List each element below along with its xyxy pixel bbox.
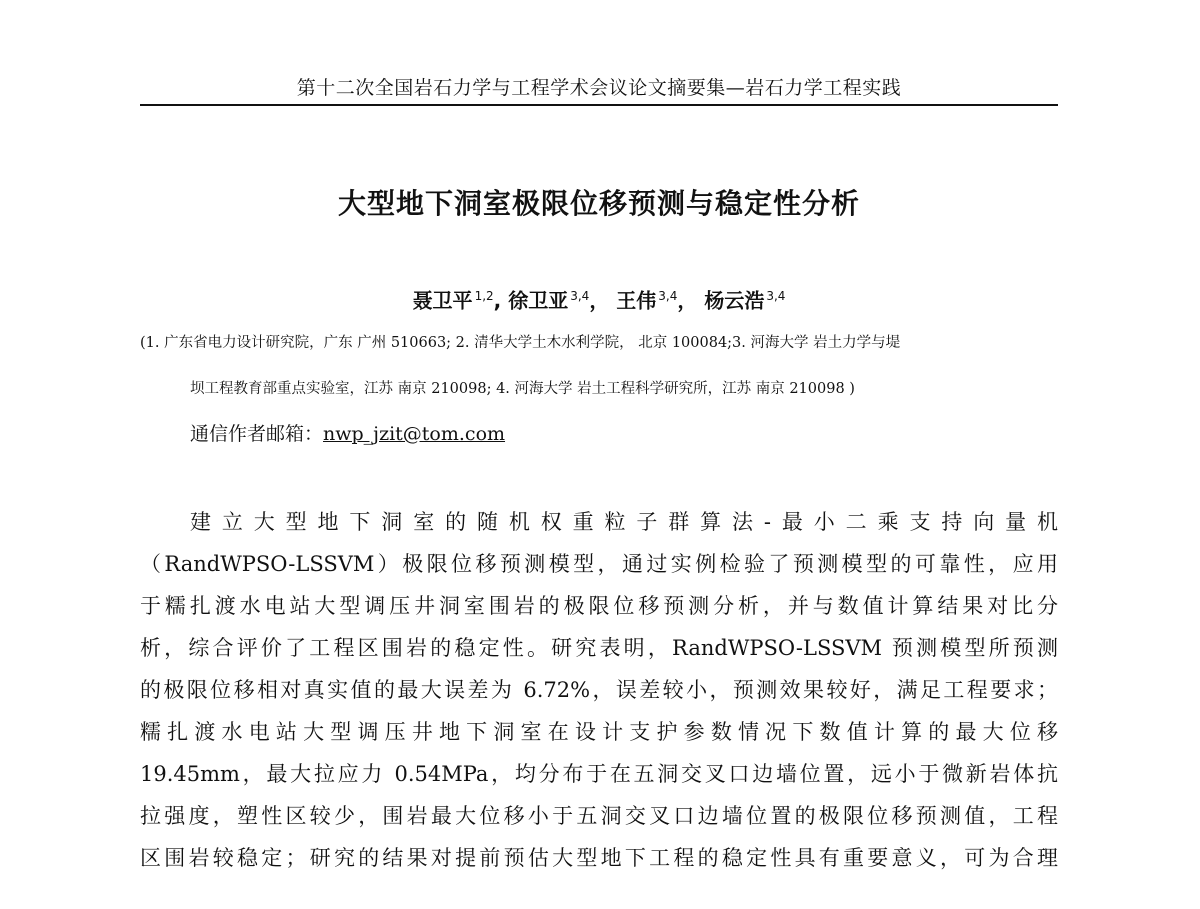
abstract-line: 区围岩较稳定；研究的结果对提前预估大型地下工程的稳定性具有重要意义，可为合理 <box>140 846 1058 870</box>
author-name: 杨云浩 <box>704 288 765 313</box>
email-link[interactable]: nwp_jzit@tom.com <box>323 423 506 445</box>
author-name: 徐卫亚 <box>508 288 569 313</box>
author-name: 王伟 <box>616 288 657 313</box>
author-affiliation-mark: 3,4 <box>570 289 590 303</box>
author-list <box>140 282 1058 315</box>
affiliation-line: 坝工程教育部重点实验室，江苏 南京 210098; 4. 河海大学 岩土工程科学研究所，江苏 南京 210098 ) <box>190 381 855 397</box>
abstract-line: 于糯扎渡水电站大型调压井洞室围岩的极限位移预测分析，并与数值计算结果对比分 <box>140 594 1058 618</box>
running-header: 第十二次全国岩石力学与工程学术会议论文摘要集—岩石力学工程实践 <box>296 77 902 99</box>
abstract-line: 的极限位移相对真实值的最大误差为 6.72%，误差较小，预测效果较好，满足工程要求； <box>140 678 1058 702</box>
abstract-line: 建立大型地下洞室的随机权重粒子群算法-最小二乘支持向量机 <box>190 510 1058 534</box>
abstract-line: （RandWPSO-LSSVM）极限位移预测模型，通过实例检验了预测模型的可靠性，应用 <box>140 552 1058 576</box>
abstract-line: 拉强度，塑性区较少，围岩最大位移小于五洞交叉口边墙位置的极限位移预测值，工程 <box>140 804 1058 828</box>
corresponding-email <box>190 421 505 447</box>
author-affiliation-mark: 1,2 <box>474 289 494 303</box>
paper-title: 大型地下洞室极限位移预测与稳定性分析 <box>337 187 860 220</box>
abstract-line: 析，综合评价了工程区围岩的稳定性。研究表明，RandWPSO-LSSVM 预测模型所预测 <box>140 636 1058 660</box>
affiliation-line: (1. 广东省电力设计研究院，广东 广州 510663; 2. 清华大学土木水利学院， 北京 100084;3. 河海大学 岩土力学与堤 <box>140 335 901 351</box>
author-affiliation-mark: 3,4 <box>766 289 786 303</box>
author-affiliation-mark: 3,4 <box>658 289 678 303</box>
email-label: 通信作者邮箱： <box>190 423 324 445</box>
author-separator: ， <box>589 288 617 313</box>
author-name: 聂卫平 <box>412 288 473 313</box>
abstract-line: 糯扎渡水电站大型调压井地下洞室在设计支护参数情况下数值计算的最大位移 <box>140 720 1058 744</box>
abstract-line: 19.45mm，最大拉应力 0.54MPa，均分布于在五洞交叉口边墙位置，远小于微新岩体抗 <box>140 762 1058 786</box>
author-separator: , <box>493 288 509 313</box>
header-rule <box>140 104 1058 106</box>
author-separator: ， <box>677 288 705 313</box>
